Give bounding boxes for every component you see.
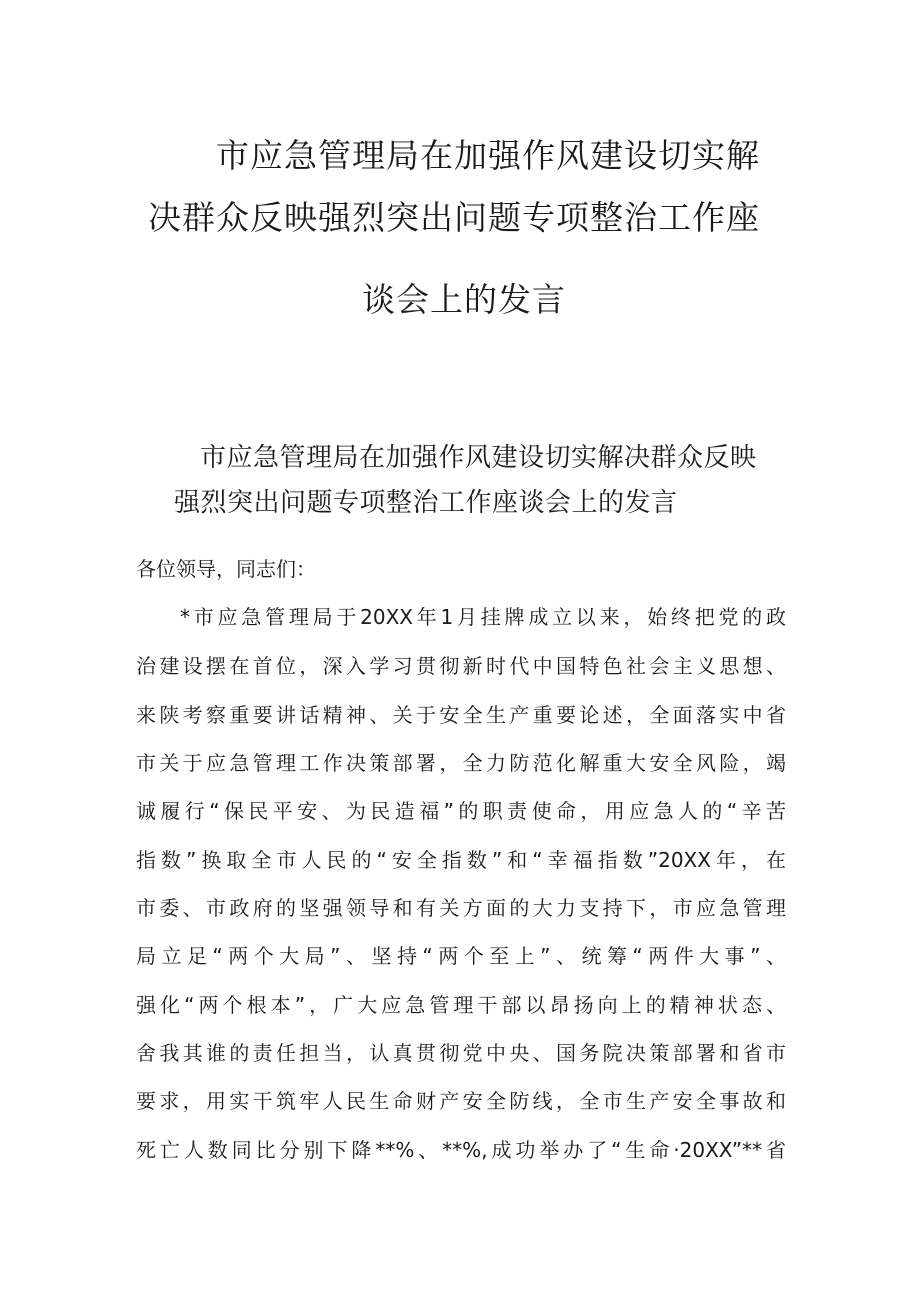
document-subtitle-line-1: 市应急管理局在加强作风建设切实解决群众反映 (200, 443, 757, 473)
salutation: 各位领导，同志们： (136, 557, 316, 581)
document-title-line-3: 谈会上的发言 (362, 280, 566, 319)
body-line: *市应急管理局于20XX年1月挂牌成立以来，始终把党的政 (180, 605, 786, 629)
body-line: 治建设摆在首位，深入学习贯彻新时代中国特色社会主义思想、 (136, 654, 786, 678)
body-line: 市关于应急管理工作决策部署，全力防范化解重大安全风险，竭 (136, 751, 786, 775)
body-line: 市委、市政府的坚强领导和有关方面的大力支持下，市应急管理 (136, 896, 786, 920)
body-line: 局立足“两个大局”、坚持“两个至上”、统筹“两件大事”、 (136, 944, 786, 968)
body-line: 来陕考察重要讲话精神、关于安全生产重要论述，全面落实中省 (136, 703, 786, 727)
body-line: 死亡人数同比分别下降**%、**%,成功举办了“生命·20XX”**省 (136, 1138, 786, 1162)
body-line: 强化“两个根本”，广大应急管理干部以昂扬向上的精神状态、 (136, 993, 786, 1017)
body-line: 指数”换取全市人民的“安全指数”和“幸福指数”20XX年，在 (136, 848, 786, 872)
document-title-line-1: 市应急管理局在加强作风建设切实解 (216, 136, 760, 175)
body-line: 诚履行“保民平安、为民造福”的职责使命，用应急人的“辛苦 (136, 799, 786, 823)
body-line: 舍我其谁的责任担当，认真贯彻党中央、国务院决策部署和省市 (136, 1041, 786, 1065)
document-title-line-2: 决群众反映强烈突出问题专项整治工作座 (148, 198, 760, 237)
document-subtitle-line-2: 强烈突出问题专项整治工作座谈会上的发言 (174, 488, 678, 518)
body-line: 要求，用实干筑牢人民生命财产安全防线，全市生产安全事故和 (136, 1089, 786, 1113)
